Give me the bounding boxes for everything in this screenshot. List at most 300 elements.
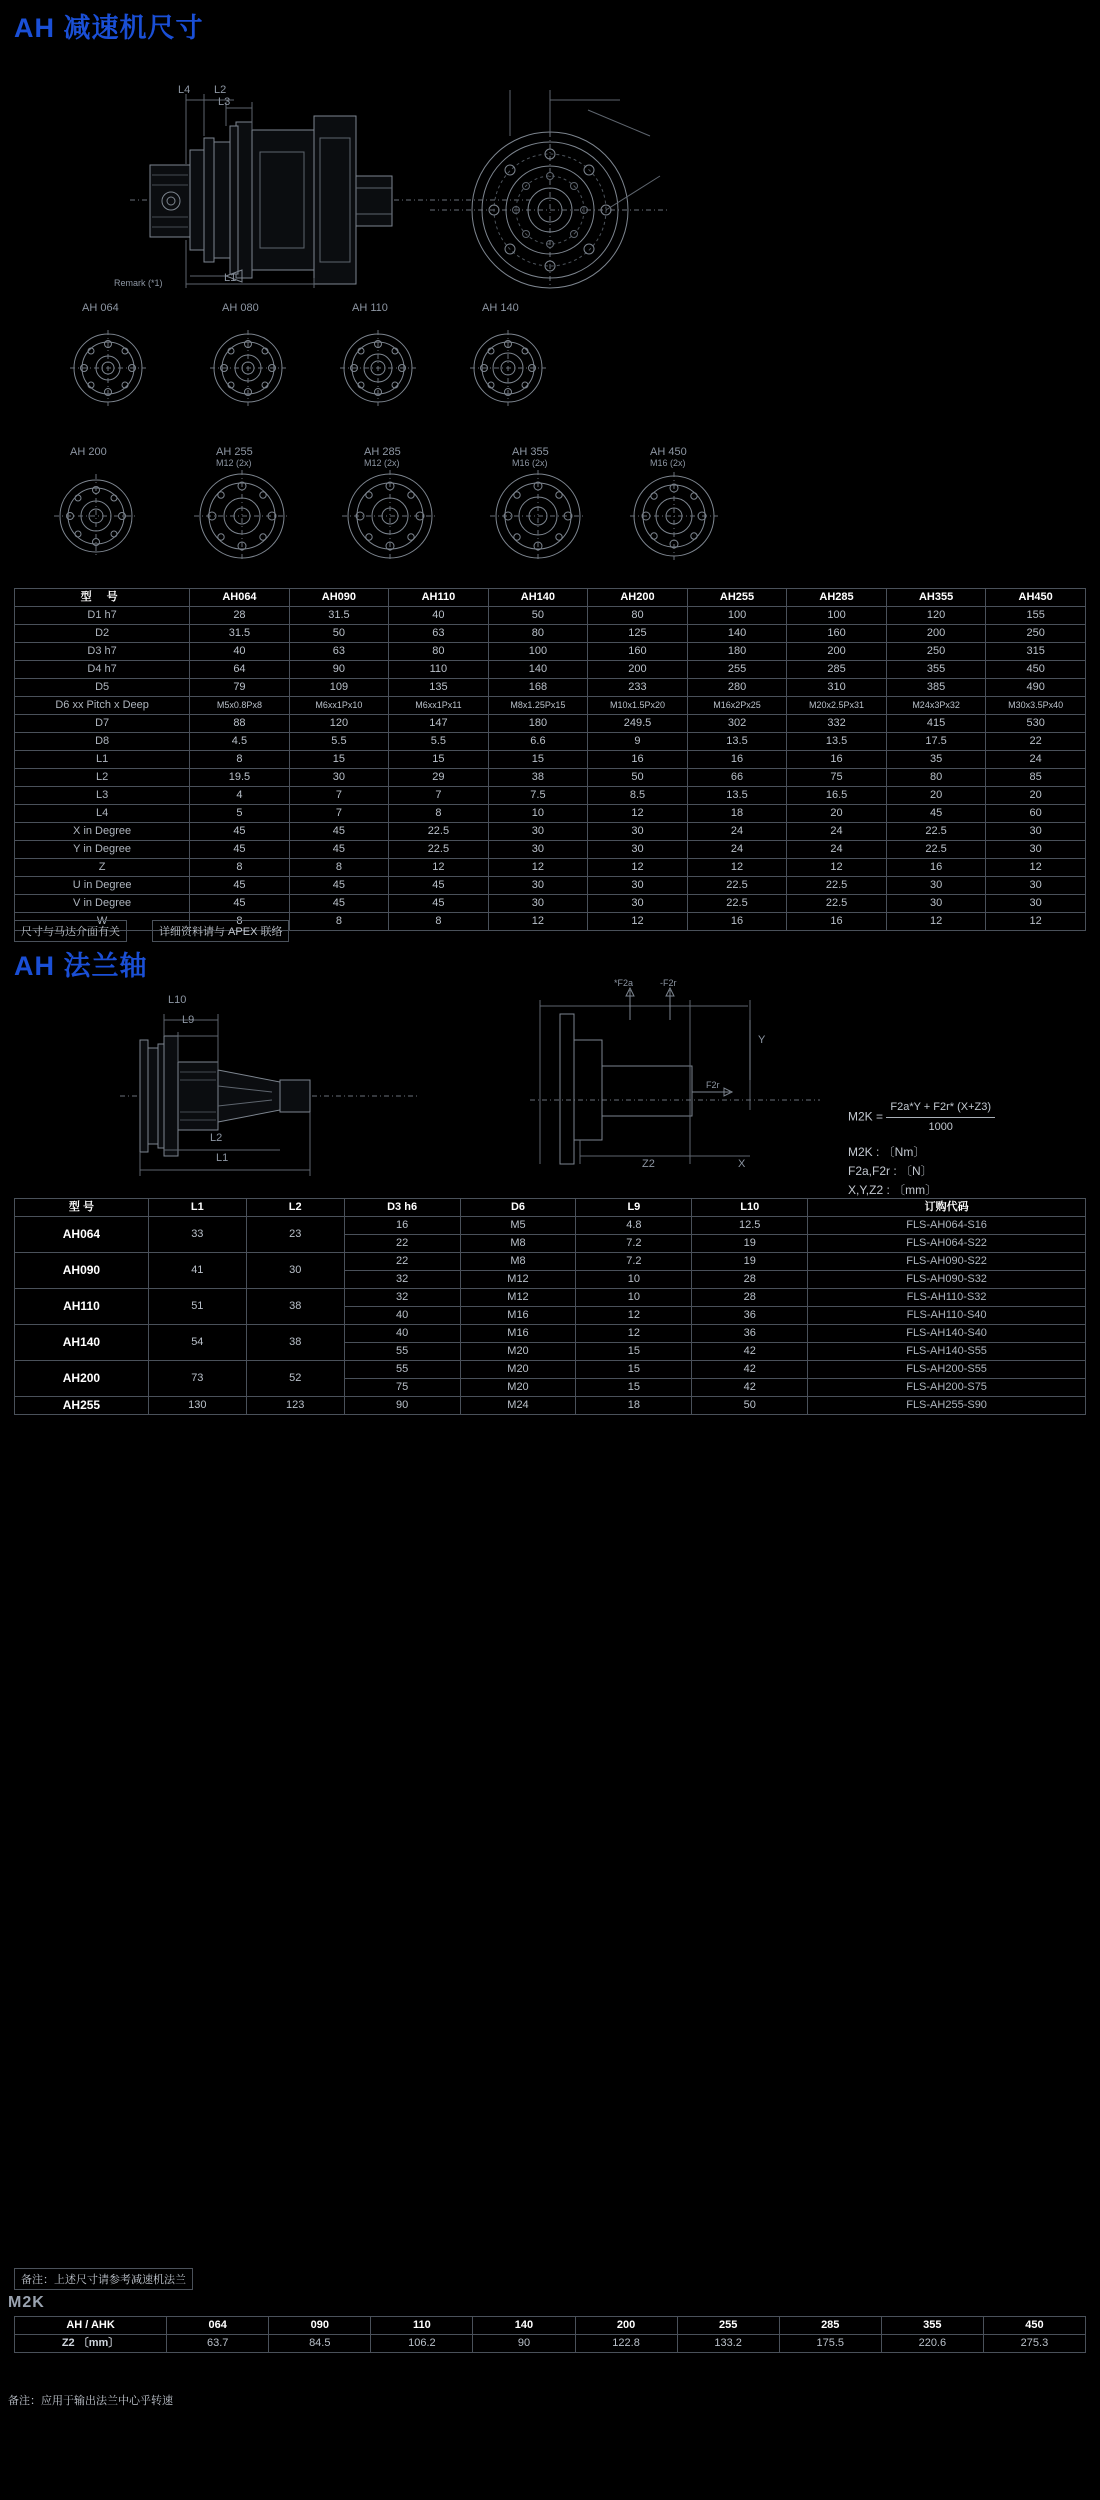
row-label: V in Degree: [15, 895, 190, 913]
order-code-cell: FLS-AH110-S32: [808, 1289, 1086, 1307]
formula-m2k: [848, 1098, 995, 1200]
cell: 12: [588, 859, 688, 877]
force-diagram-drawing: [520, 980, 840, 1180]
cell: 36: [692, 1325, 808, 1343]
cell: 40: [344, 1307, 460, 1325]
table-row: [15, 625, 1086, 643]
page-title-gearbox-dimensions: AH 减速机尺寸: [14, 13, 204, 43]
col-ah064: AH064: [190, 589, 289, 607]
cell: 42: [692, 1379, 808, 1397]
cell: 12.5: [692, 1217, 808, 1235]
cell: 38: [488, 769, 588, 787]
force-label-f2a: *F2a: [614, 978, 634, 988]
cell: 45: [289, 823, 388, 841]
table-row: [15, 1397, 1086, 1415]
cell: M8x1.25Px15: [488, 697, 588, 715]
table-row: [15, 1289, 1086, 1307]
cell: 22.5: [687, 895, 787, 913]
cell: 30: [986, 877, 1086, 895]
row-label: D4 h7: [15, 661, 190, 679]
cell: 200: [886, 625, 986, 643]
cell: 63: [389, 625, 488, 643]
screw-label-ah285: M12 (2x): [364, 458, 400, 468]
cell: 30: [986, 823, 1086, 841]
col-110: 110: [371, 2317, 473, 2335]
order-code-cell: FLS-AH255-S90: [808, 1397, 1086, 1415]
cell: M16: [460, 1325, 576, 1343]
cell: 45: [389, 877, 488, 895]
cell: 220.6: [881, 2335, 983, 2353]
cell: 20: [787, 805, 887, 823]
cell: 30: [488, 877, 588, 895]
cell: 45: [190, 841, 289, 859]
dim-label-l1: L1: [224, 272, 237, 284]
cell: 5: [190, 805, 289, 823]
row-label: U in Degree: [15, 877, 190, 895]
cell: 12: [986, 859, 1086, 877]
cell: 13.5: [687, 787, 787, 805]
cell: 12: [488, 859, 588, 877]
col-l10: L10: [692, 1199, 808, 1217]
flange-shaft-drawing: [120, 994, 440, 1180]
cell: 20: [986, 787, 1086, 805]
model-cell: AH110: [15, 1289, 149, 1325]
col-model: 型 号: [15, 1199, 149, 1217]
cell: 20: [886, 787, 986, 805]
row-label: D7: [15, 715, 190, 733]
row-label: L2: [15, 769, 190, 787]
cell: 302: [687, 715, 787, 733]
cell: 22.5: [687, 877, 787, 895]
col-140: 140: [473, 2317, 575, 2335]
cell: 80: [389, 643, 488, 661]
cell: M20: [460, 1361, 576, 1379]
table-row: [15, 679, 1086, 697]
cell: 24: [787, 823, 887, 841]
order-code-cell: FLS-AH090-S22: [808, 1253, 1086, 1271]
cell: 38: [246, 1325, 344, 1361]
flange-table-header-row: [15, 1199, 1086, 1217]
cell: 22.5: [787, 895, 887, 913]
cell: 55: [344, 1343, 460, 1361]
cell: 75: [787, 769, 887, 787]
cell: 84.5: [269, 2335, 371, 2353]
model-cell: AH255: [15, 1397, 149, 1415]
row-label: Z2 〔mm〕: [15, 2335, 167, 2353]
cell: M20: [460, 1343, 576, 1361]
cell: 30: [488, 841, 588, 859]
cell: 415: [886, 715, 986, 733]
cell: M6xx1Px11: [389, 697, 488, 715]
cell: 4: [190, 787, 289, 805]
force-label-f2r-neg: -F2r: [660, 978, 677, 988]
cell: 8: [190, 751, 289, 769]
cell: 7.2: [576, 1253, 692, 1271]
cell: 22.5: [886, 823, 986, 841]
col-255: 255: [677, 2317, 779, 2335]
table-row: [15, 823, 1086, 841]
force-label-f2r: F2r: [706, 1080, 720, 1090]
cell: 16: [687, 751, 787, 769]
cell: 180: [687, 643, 787, 661]
cell: M5x0.8Px8: [190, 697, 289, 715]
cell: 12: [576, 1325, 692, 1343]
cell: 30: [289, 769, 388, 787]
cell: 7.2: [576, 1235, 692, 1253]
table-row: [15, 715, 1086, 733]
cell: 30: [246, 1253, 344, 1289]
cell: 8: [289, 913, 388, 931]
cell: 180: [488, 715, 588, 733]
cell: 100: [687, 607, 787, 625]
order-code-cell: FLS-AH064-S16: [808, 1217, 1086, 1235]
cell: 19: [692, 1235, 808, 1253]
col-ah110: AH110: [389, 589, 488, 607]
cell: M16: [460, 1307, 576, 1325]
cell: M8: [460, 1235, 576, 1253]
row-label: L1: [15, 751, 190, 769]
cell: 42: [692, 1361, 808, 1379]
cell: 12: [576, 1307, 692, 1325]
cell: 135: [389, 679, 488, 697]
table-row: [15, 607, 1086, 625]
cell: 22.5: [389, 841, 488, 859]
cell: 51: [148, 1289, 246, 1325]
col-285: 285: [779, 2317, 881, 2335]
cell: 63: [289, 643, 388, 661]
cell: 100: [787, 607, 887, 625]
row-label: X in Degree: [15, 823, 190, 841]
cell: 16.5: [787, 787, 887, 805]
table-row: [15, 805, 1086, 823]
formula-numerator: F2a*Y + F2r* (X+Z3): [886, 1098, 995, 1118]
cell: 41: [148, 1253, 246, 1289]
cell: 109: [289, 679, 388, 697]
cell: 22.5: [886, 841, 986, 859]
cell: 23: [246, 1217, 344, 1253]
cell: 30: [886, 895, 986, 913]
cell: 15: [289, 751, 388, 769]
cell: 22: [344, 1235, 460, 1253]
col-355: 355: [881, 2317, 983, 2335]
cell: 24: [687, 823, 787, 841]
table-row: [15, 643, 1086, 661]
cell: 7: [289, 805, 388, 823]
formula-denominator: 1000: [928, 1121, 953, 1133]
table-row: [15, 1253, 1086, 1271]
m2k-table: [14, 2316, 1086, 2353]
cell: 30: [588, 877, 688, 895]
cell: 50: [588, 769, 688, 787]
page-title-flange-shaft: AH 法兰轴: [14, 951, 148, 981]
cell: 29: [389, 769, 488, 787]
cell: 50: [692, 1397, 808, 1415]
cell: 280: [687, 679, 787, 697]
cell: 28: [692, 1271, 808, 1289]
table-row: [15, 877, 1086, 895]
cell: 30: [488, 823, 588, 841]
table-row: [15, 859, 1086, 877]
cell: 64: [190, 661, 289, 679]
cell: M24: [460, 1397, 576, 1415]
row-label: L3: [15, 787, 190, 805]
screw-label-ah355: M16 (2x): [512, 458, 548, 468]
cell: 36: [692, 1307, 808, 1325]
remark-label: Remark (*1): [114, 278, 163, 288]
cell: 24: [687, 841, 787, 859]
cell: 200: [588, 661, 688, 679]
cell: 9: [588, 733, 688, 751]
dim-label-l3: L3: [218, 96, 231, 108]
row-label: D3 h7: [15, 643, 190, 661]
order-code-cell: FLS-AH140-S40: [808, 1325, 1086, 1343]
dim-label-z2: Z2: [642, 1158, 655, 1170]
cell: 12: [389, 859, 488, 877]
row-label: D5: [15, 679, 190, 697]
cell: 22.5: [389, 823, 488, 841]
col-ah140: AH140: [488, 589, 588, 607]
cell: 55: [344, 1361, 460, 1379]
flange-shaft-table: [14, 1198, 1086, 1415]
order-code-cell: FLS-AH090-S32: [808, 1271, 1086, 1289]
cell: 45: [190, 877, 289, 895]
dim-label-l9: L9: [182, 1014, 195, 1026]
note-output-flange-speed: 备注：应用于输出法兰中心乎转速: [8, 2395, 173, 2407]
cell: 24: [986, 751, 1086, 769]
col-ah-ahk: AH / AHK: [15, 2317, 167, 2335]
table-row: [15, 661, 1086, 679]
row-label: D6 xx Pitch x Deep: [15, 697, 190, 715]
cell: 155: [986, 607, 1086, 625]
cell: M8: [460, 1253, 576, 1271]
cell: 80: [488, 625, 588, 643]
cell: 310: [787, 679, 887, 697]
cell: 60: [986, 805, 1086, 823]
col-200: 200: [575, 2317, 677, 2335]
flange-label-ah080: AH 080: [222, 302, 259, 314]
flange-label-ah450: AH 450: [650, 446, 687, 458]
cell: 140: [687, 625, 787, 643]
model-cell: AH200: [15, 1361, 149, 1397]
cell: 19: [692, 1253, 808, 1271]
cell: 50: [488, 607, 588, 625]
order-code-cell: FLS-AH064-S22: [808, 1235, 1086, 1253]
cell: 7: [289, 787, 388, 805]
screw-label-ah450: M16 (2x): [650, 458, 686, 468]
cell: 160: [787, 625, 887, 643]
cell: 31.5: [190, 625, 289, 643]
cell: 168: [488, 679, 588, 697]
cell: 22: [344, 1253, 460, 1271]
row-label: W: [15, 913, 190, 931]
cell: 12: [886, 913, 986, 931]
cell: 66: [687, 769, 787, 787]
dim-label-l2: L2: [214, 84, 227, 96]
cell: 40: [389, 607, 488, 625]
cell: 80: [588, 607, 688, 625]
cell: 4.5: [190, 733, 289, 751]
cell: 355: [886, 661, 986, 679]
cell: 10: [488, 805, 588, 823]
cell: 5.5: [389, 733, 488, 751]
cell: 30: [588, 823, 688, 841]
col-order-code: 订购代码: [808, 1199, 1086, 1217]
cell: 233: [588, 679, 688, 697]
flange-variants-row-1: [60, 302, 660, 418]
cell: 30: [886, 877, 986, 895]
table-row: [15, 2335, 1086, 2353]
cell: M12: [460, 1289, 576, 1307]
cell: 16: [588, 751, 688, 769]
cell: 133.2: [677, 2335, 779, 2353]
cell: 8: [389, 913, 488, 931]
cell: 63.7: [167, 2335, 269, 2353]
flange-label-ah110: AH 110: [352, 302, 388, 314]
col-ah450: AH450: [986, 589, 1086, 607]
col-model: 型 号: [15, 589, 190, 607]
cell: 28: [190, 607, 289, 625]
table-row: [15, 895, 1086, 913]
cell: 16: [787, 751, 887, 769]
cell: 175.5: [779, 2335, 881, 2353]
row-label: D8: [15, 733, 190, 751]
dimensions-table: [14, 588, 1086, 931]
cell: M12: [460, 1271, 576, 1289]
cell: 90: [473, 2335, 575, 2353]
dim-label-l1-shaft: L1: [216, 1152, 229, 1164]
cell: M10x1.5Px20: [588, 697, 688, 715]
cell: 250: [886, 643, 986, 661]
order-code-cell: FLS-AH110-S40: [808, 1307, 1086, 1325]
cell: 90: [289, 661, 388, 679]
cell: 275.3: [983, 2335, 1085, 2353]
cell: 35: [886, 751, 986, 769]
flange-label-ah285: AH 285: [364, 446, 401, 458]
col-l2: L2: [246, 1199, 344, 1217]
m2k-header-row: [15, 2317, 1086, 2335]
cell: M16x2Px25: [687, 697, 787, 715]
cell: 106.2: [371, 2335, 473, 2353]
row-label: D1 h7: [15, 607, 190, 625]
cell: 332: [787, 715, 887, 733]
cell: 40: [344, 1325, 460, 1343]
col-064: 064: [167, 2317, 269, 2335]
cell: 16: [344, 1217, 460, 1235]
cell: 22.5: [787, 877, 887, 895]
dim-label-l4: L4: [178, 84, 191, 96]
cell: 80: [886, 769, 986, 787]
cell: 18: [687, 805, 787, 823]
flange-label-ah064: AH 064: [82, 302, 119, 314]
cell: 88: [190, 715, 289, 733]
table-row: [15, 1217, 1086, 1235]
order-code-cell: FLS-AH200-S55: [808, 1361, 1086, 1379]
cell: 8: [389, 805, 488, 823]
cell: 45: [289, 895, 388, 913]
formula-lhs: M2K =: [848, 1109, 884, 1124]
cell: 5.5: [289, 733, 388, 751]
cell: 7.5: [488, 787, 588, 805]
col-ah200: AH200: [588, 589, 688, 607]
flange-label-ah200: AH 200: [70, 446, 107, 458]
cell: 7: [389, 787, 488, 805]
cell: 120: [886, 607, 986, 625]
note-motor-interface: 尺寸与马达介面有关: [14, 920, 127, 942]
cell: 90: [344, 1397, 460, 1415]
table-row: [15, 751, 1086, 769]
flange-variants-row-2: [46, 446, 1046, 574]
table-row: [15, 841, 1086, 859]
cell: 73: [148, 1361, 246, 1397]
flange-label-ah140: AH 140: [482, 302, 519, 314]
cell: 15: [389, 751, 488, 769]
cell: 13.5: [687, 733, 787, 751]
cell: M30x3.5Px40: [986, 697, 1086, 715]
table-row: [15, 1325, 1086, 1343]
cell: 16: [787, 913, 887, 931]
cell: 54: [148, 1325, 246, 1361]
table-row: [15, 733, 1086, 751]
cell: 12: [986, 913, 1086, 931]
row-label: Z: [15, 859, 190, 877]
cell: 40: [190, 643, 289, 661]
model-cell: AH140: [15, 1325, 149, 1361]
row-label: L4: [15, 805, 190, 823]
cell: 4.8: [576, 1217, 692, 1235]
cell: 160: [588, 643, 688, 661]
cell: 120: [289, 715, 388, 733]
cell: 285: [787, 661, 887, 679]
cell: 125: [588, 625, 688, 643]
unit-m2k: M2K : 〔Nm〕: [848, 1145, 926, 1159]
cell: 32: [344, 1271, 460, 1289]
cell: 30: [986, 841, 1086, 859]
cell: 200: [787, 643, 887, 661]
cell: 30: [986, 895, 1086, 913]
cell: 17.5: [886, 733, 986, 751]
table-row: [15, 787, 1086, 805]
cell: 24: [787, 841, 887, 859]
cell: 42: [692, 1343, 808, 1361]
row-label: Y in Degree: [15, 841, 190, 859]
row-label: D2: [15, 625, 190, 643]
cell: 315: [986, 643, 1086, 661]
order-code-cell: FLS-AH140-S55: [808, 1343, 1086, 1361]
cell: M6xx1Px10: [289, 697, 388, 715]
col-ah090: AH090: [289, 589, 388, 607]
unit-forces: F2a,F2r : 〔N〕: [848, 1164, 933, 1178]
note-flange-reference: 备注：上述尺寸请参考减速机法兰: [14, 2268, 193, 2290]
cell: 38: [246, 1289, 344, 1325]
cell: 45: [389, 895, 488, 913]
cell: 32: [344, 1289, 460, 1307]
table-row: [15, 697, 1086, 715]
cell: 12: [588, 913, 688, 931]
col-l9: L9: [576, 1199, 692, 1217]
cell: 12: [588, 805, 688, 823]
cell: 10: [576, 1271, 692, 1289]
dim-label-y: Y: [758, 1034, 766, 1046]
cell: 12: [687, 859, 787, 877]
col-d6: D6: [460, 1199, 576, 1217]
cell: 16: [886, 859, 986, 877]
col-ah355: AH355: [886, 589, 986, 607]
cell: 140: [488, 661, 588, 679]
cell: 8: [289, 859, 388, 877]
cell: 490: [986, 679, 1086, 697]
cell: 15: [576, 1361, 692, 1379]
unit-lengths: X,Y,Z2 : 〔mm〕: [848, 1183, 938, 1197]
